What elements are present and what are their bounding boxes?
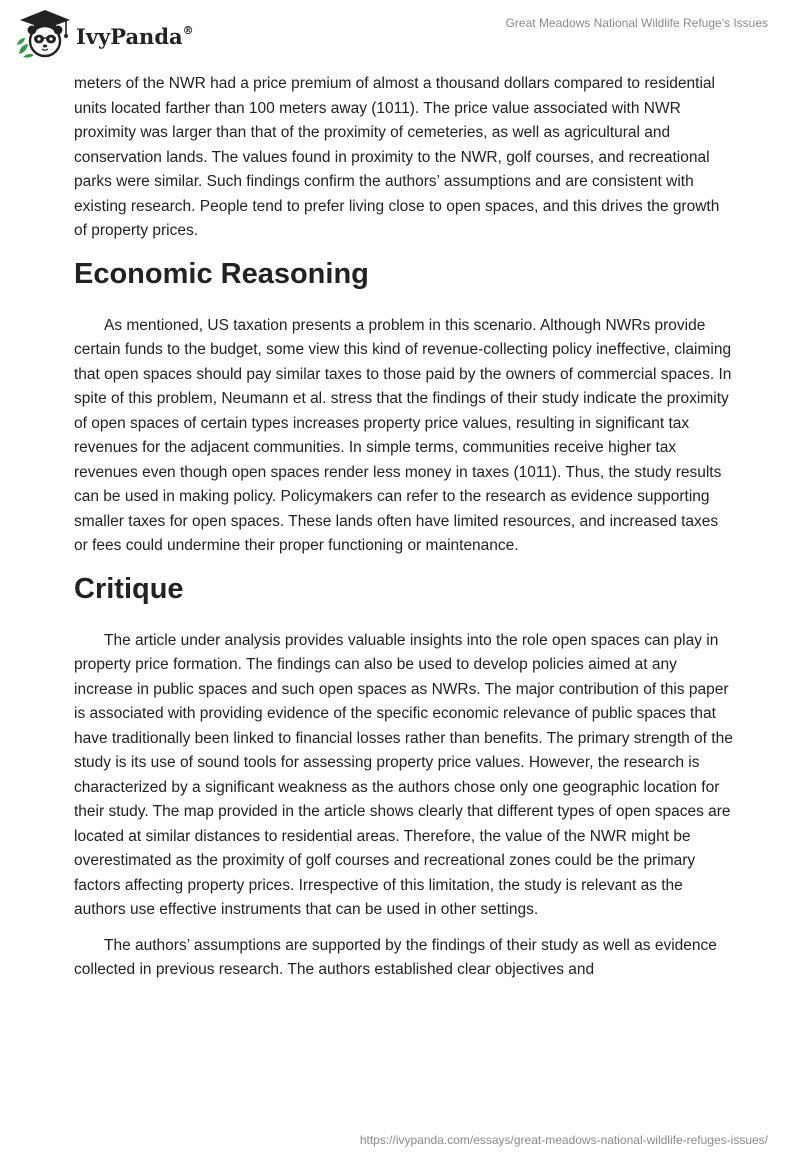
essay-content: [74, 72, 734, 994]
paragraph-critique-2: The authors’ assumptions are supported by the findings of their study as well as evidence collected in previous research. The authors established clear objectives and: [74, 936, 717, 978]
panda-graduate-icon: [14, 7, 76, 59]
heading-critique: Critique: [74, 572, 184, 605]
paragraph-critique-1: The article under analysis provides valuable insights into the role open spaces can play in property price formation. The findings can also be used to develop policies aimed at any increase in public spaces and such open spaces as NWRs. The major contribution of this paper is associated with providing evidence of the specific economic relevance of public spaces that have traditionally been linked to financial losses rather than benefits. The primary strength of the study is its use of sound tools for assessing property price values. However, the research is characterized by a significant weakness as the authors chose only one geographic location for their study. The map provided in the article shows clearly that different types of open spaces are located at similar distances to residential areas. Therefore, the value of the NWR might be overestimated as the proximity of golf courses and recreational zones could be the primary factors affecting property prices. Irrespective of this limitation, the study is relevant as the authors use effective instruments that can be used in other settings.: [74, 631, 733, 918]
document-title: Great Meadows National Wildlife Refuge's Issues: [505, 16, 768, 30]
paragraph-economic-reasoning: As mentioned, US taxation presents a problem in this scenario. Although NWRs provide certain funds to the budget, some view this kind of revenue-collecting policy ineffective, claiming that open spaces should pay similar taxes to those paid by the owners of commercial spaces. In spite of this problem, Neumann et al. stress that the findings of their study indicate the proximity of open spaces of certain types increases property price values, resulting in significant tax revenues for the adjacent communities. In simple terms, communities receive higher tax revenues even though open spaces render less money in taxes (1011). Thus, the study results can be used in making policy. Policymakers can refer to the research as evidence supporting smaller taxes for open spaces. These lands often have limited resources, and increased taxes or fees could undermine their proper functioning or maintenance.: [74, 316, 732, 554]
paragraph-intro: meters of the NWR had a price premium of almost a thousand dollars compared to residential units located farther than 100 meters away (1011). The price value associated with NWR proximity was larger than that of the proximity of cemeteries, as well as agricultural and conservation lands. The values found in proximity to the NWR, golf courses, and recreational parks were similar. Such findings confirm the authors’ assumptions and are consistent with existing research. People tend to prefer living close to open spaces, and this drives the growth of property prices.: [74, 75, 720, 239]
heading-economic-reasoning: Economic Reasoning: [74, 257, 369, 290]
ivypanda-logo[interactable]: [14, 7, 204, 59]
brand-name: IvyPanda®: [76, 24, 194, 49]
footer-url[interactable]: https://ivypanda.com/essays/great-meadows-national-wildlife-refuges-issues/: [359, 1133, 768, 1147]
page-header: [0, 0, 800, 70]
